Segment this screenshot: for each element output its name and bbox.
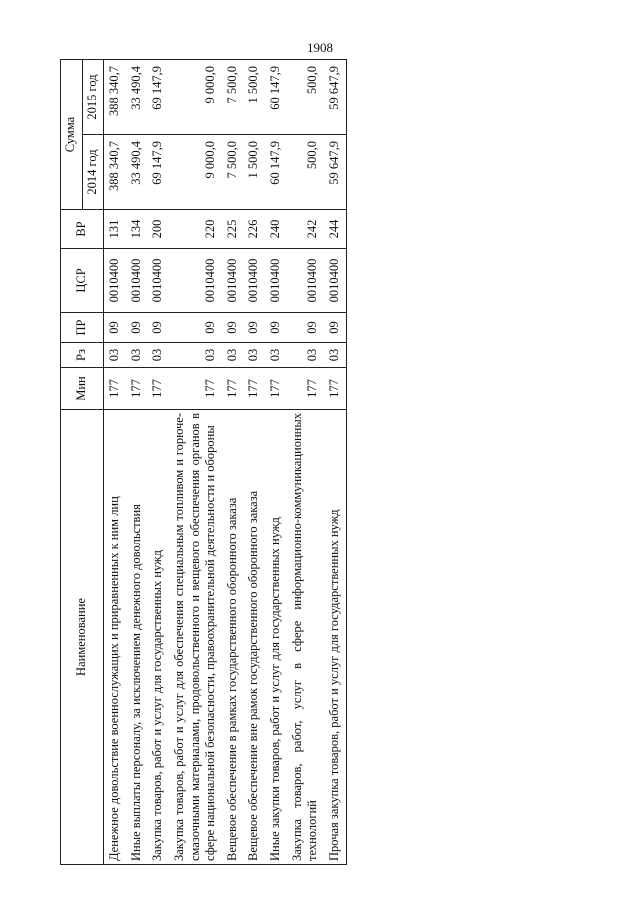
- row-sum-2014: 33 490,4: [126, 135, 148, 210]
- row-sum-2015: 59 647,9: [324, 60, 346, 135]
- row-vr: 242: [287, 210, 324, 249]
- table-row: [104, 60, 126, 865]
- row-csr: 0010400: [126, 249, 148, 313]
- row-name: Вещевое обеспечение в рамках государственного оборонного заказа: [222, 410, 244, 865]
- row-name: Вещевое обеспечение вне рамок государственного оборонного заказа: [243, 410, 265, 865]
- row-min: 177: [287, 368, 324, 410]
- row-sum-2014: 7 500,0: [222, 135, 244, 210]
- row-sum-2014: 500,0: [287, 135, 324, 210]
- header-csr: ЦСР: [61, 249, 104, 313]
- row-rz: 03: [324, 343, 346, 368]
- row-sum-2014: 69 147,9: [147, 135, 169, 210]
- row-sum-2014: 388 340,7: [104, 135, 126, 210]
- row-sum-2015: 7 500,0: [222, 60, 244, 135]
- header-sum: Сумма: [61, 60, 83, 210]
- row-rz: 03: [222, 343, 244, 368]
- table-row: [169, 60, 222, 865]
- row-vr: 220: [169, 210, 222, 249]
- row-name: Закупка товаров, работ и услуг для обеспечения специальным топливом и горюче-смазочными материалами, продовольственного и вещевого обеспечения органов в сфере национальной безопасности, правоохранительной деятельности и обороны: [169, 410, 222, 865]
- row-vr: 240: [265, 210, 287, 249]
- row-min: 177: [324, 368, 346, 410]
- row-vr: 225: [222, 210, 244, 249]
- row-rz: 03: [287, 343, 324, 368]
- rotated-table-container: [60, 60, 564, 865]
- row-csr: 0010400: [265, 249, 287, 313]
- row-pr: 09: [222, 313, 244, 343]
- row-vr: 131: [104, 210, 126, 249]
- row-csr: 0010400: [147, 249, 169, 313]
- row-pr: 09: [104, 313, 126, 343]
- row-pr: 09: [265, 313, 287, 343]
- row-sum-2015: 9 000,0: [169, 60, 222, 135]
- row-pr: 09: [287, 313, 324, 343]
- row-sum-2015: 60 147,9: [265, 60, 287, 135]
- table-row: [147, 60, 169, 865]
- row-min: 177: [243, 368, 265, 410]
- page-number: 1908: [307, 40, 333, 55]
- table-row: [265, 60, 287, 865]
- header-year-2015: 2015 год: [82, 60, 104, 135]
- row-sum-2014: 59 647,9: [324, 135, 346, 210]
- row-name: Денежное довольствие военнослужащих и приравненных к ним лиц: [104, 410, 126, 865]
- row-name: Закупка товаров, работ, услуг в сфере информационно-коммуникационных технологий: [287, 410, 324, 865]
- row-sum-2015: 1 500,0: [243, 60, 265, 135]
- row-pr: 09: [169, 313, 222, 343]
- row-rz: 03: [265, 343, 287, 368]
- budget-table: [60, 59, 347, 865]
- row-min: 177: [265, 368, 287, 410]
- row-sum-2015: 388 340,7: [104, 60, 126, 135]
- header-vr: ВР: [61, 210, 104, 249]
- row-pr: 09: [126, 313, 148, 343]
- row-csr: 0010400: [169, 249, 222, 313]
- row-rz: 03: [126, 343, 148, 368]
- row-vr: 134: [126, 210, 148, 249]
- row-pr: 09: [243, 313, 265, 343]
- row-sum-2015: 33 490,4: [126, 60, 148, 135]
- row-sum-2014: 60 147,9: [265, 135, 287, 210]
- row-csr: 0010400: [243, 249, 265, 313]
- row-sum-2014: 1 500,0: [243, 135, 265, 210]
- table-header: [61, 60, 104, 865]
- row-vr: 244: [324, 210, 346, 249]
- row-min: 177: [126, 368, 148, 410]
- row-rz: 03: [104, 343, 126, 368]
- header-min: Мин: [61, 368, 104, 410]
- header-year-2014: 2014 год: [82, 135, 104, 210]
- row-name: Иные закупки товаров, работ и услуг для государственных нужд: [265, 410, 287, 865]
- table-body: [104, 60, 347, 865]
- row-rz: 03: [169, 343, 222, 368]
- row-vr: 226: [243, 210, 265, 249]
- table-row: [222, 60, 244, 865]
- row-sum-2015: 500,0: [287, 60, 324, 135]
- row-min: 177: [169, 368, 222, 410]
- row-pr: 09: [324, 313, 346, 343]
- row-min: 177: [147, 368, 169, 410]
- row-sum-2014: 9 000,0: [169, 135, 222, 210]
- row-min: 177: [104, 368, 126, 410]
- table-row: [324, 60, 346, 865]
- row-csr: 0010400: [324, 249, 346, 313]
- row-rz: 03: [243, 343, 265, 368]
- row-min: 177: [222, 368, 244, 410]
- row-csr: 0010400: [222, 249, 244, 313]
- header-pr: ПР: [61, 313, 104, 343]
- table-row: [287, 60, 324, 865]
- header-rz: Рз: [61, 343, 104, 368]
- row-pr: 09: [147, 313, 169, 343]
- row-name: Иные выплаты персоналу, за исключением денежного довольствия: [126, 410, 148, 865]
- row-csr: 0010400: [104, 249, 126, 313]
- row-name: Закупка товаров, работ и услуг для государственных нужд: [147, 410, 169, 865]
- header-name: Наименование: [61, 410, 104, 865]
- table-row: [243, 60, 265, 865]
- table-row: [126, 60, 148, 865]
- row-name: Прочая закупка товаров, работ и услуг для государственных нужд: [324, 410, 346, 865]
- row-rz: 03: [147, 343, 169, 368]
- row-csr: 0010400: [287, 249, 324, 313]
- row-sum-2015: 69 147,9: [147, 60, 169, 135]
- row-vr: 200: [147, 210, 169, 249]
